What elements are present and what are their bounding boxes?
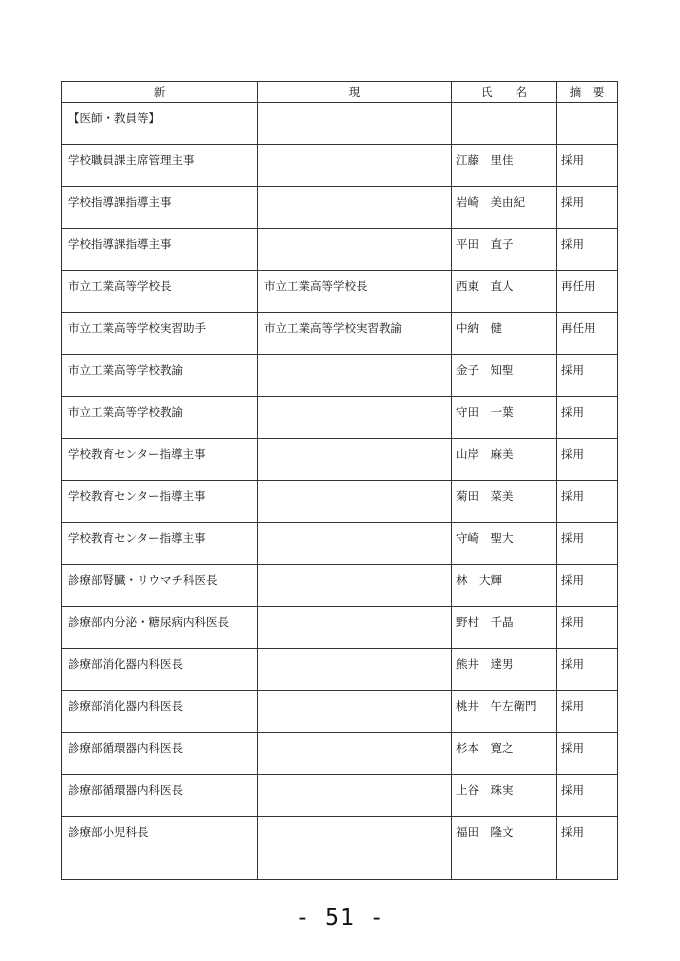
cell-new-text: 診療部消化器内科医長 <box>68 657 183 671</box>
cell-note-text: 採用 <box>561 489 584 503</box>
cell-current-text <box>258 775 451 783</box>
table-row <box>62 397 618 439</box>
cell-note <box>557 733 618 775</box>
cell-new-text: 学校指導課指導主事 <box>68 195 172 209</box>
cell-current <box>258 313 452 355</box>
cell-new-text: 市立工業高等学校教諭 <box>68 363 183 377</box>
cell-name-text: 野村 千晶 <box>456 615 514 629</box>
cell-current <box>258 271 452 313</box>
header-name: 氏 名 <box>452 82 557 103</box>
cell-current-text <box>258 817 451 825</box>
cell-new <box>62 523 258 565</box>
cell-new-text: 診療部内分泌・糖尿病内科医長 <box>68 615 229 629</box>
cell-name <box>452 271 557 313</box>
cell-current-text <box>258 481 451 489</box>
page-number: - 51 - <box>295 905 385 931</box>
cell-new <box>62 229 258 271</box>
table-row <box>62 817 618 880</box>
cell-new <box>62 775 258 817</box>
table-row <box>62 229 618 271</box>
cell-new <box>62 481 258 523</box>
cell-name-text: 熊井 達男 <box>456 657 514 671</box>
cell-new <box>62 691 258 733</box>
header-current: 現 <box>258 82 452 103</box>
cell-name-text: 平田 直子 <box>456 237 514 251</box>
cell-current-text <box>258 691 451 699</box>
table-row <box>62 103 618 145</box>
cell-name <box>452 607 557 649</box>
cell-name-text: 福田 隆文 <box>456 825 514 839</box>
cell-new <box>62 271 258 313</box>
cell-current <box>258 523 452 565</box>
cell-current <box>258 145 452 187</box>
cell-note-text: 採用 <box>561 447 584 461</box>
cell-current-text <box>258 397 451 405</box>
cell-note-text <box>557 103 617 111</box>
table-row <box>62 439 618 481</box>
table-row <box>62 775 618 817</box>
cell-name-text: 金子 知聖 <box>456 363 514 377</box>
table-row <box>62 733 618 775</box>
cell-note <box>557 607 618 649</box>
cell-note-text: 採用 <box>561 363 584 377</box>
cell-new-text: 学校教育センター指導主事 <box>68 531 206 545</box>
cell-name <box>452 523 557 565</box>
cell-name <box>452 481 557 523</box>
cell-note-text: 採用 <box>561 531 584 545</box>
cell-new <box>62 355 258 397</box>
cell-name-text: 菊田 菜美 <box>456 489 514 503</box>
cell-note-text: 採用 <box>561 783 584 797</box>
cell-note-text: 採用 <box>561 825 584 839</box>
table-row <box>62 481 618 523</box>
cell-name <box>452 817 557 880</box>
cell-name <box>452 775 557 817</box>
cell-new-text: 市立工業高等学校長 <box>68 279 172 293</box>
cell-new-text: 診療部循環器内科医長 <box>68 741 183 755</box>
cell-name <box>452 439 557 481</box>
cell-note <box>557 565 618 607</box>
cell-note <box>557 355 618 397</box>
cell-note <box>557 775 618 817</box>
cell-note-text: 採用 <box>561 153 584 167</box>
cell-name-text: 中納 健 <box>456 321 502 335</box>
cell-name <box>452 103 557 145</box>
cell-name <box>452 229 557 271</box>
cell-note <box>557 817 618 880</box>
cell-name-text: 守田 一葉 <box>456 405 514 419</box>
cell-new <box>62 607 258 649</box>
cell-name-text: 守崎 聖大 <box>456 531 514 545</box>
table-row <box>62 691 618 733</box>
cell-current-text: 市立工業高等学校実習教諭 <box>264 321 402 335</box>
cell-new <box>62 439 258 481</box>
cell-new <box>62 187 258 229</box>
cell-current-text <box>258 187 451 195</box>
cell-current <box>258 775 452 817</box>
cell-current <box>258 565 452 607</box>
cell-current <box>258 103 452 145</box>
cell-current-text <box>258 229 451 237</box>
cell-name <box>452 565 557 607</box>
cell-name-text: 岩崎 美由紀 <box>456 195 525 209</box>
cell-new-text: 学校職員課主席管理主事 <box>68 153 195 167</box>
cell-new <box>62 397 258 439</box>
cell-current-text <box>258 607 451 615</box>
cell-current-text: 市立工業高等学校長 <box>264 279 368 293</box>
cell-current-text <box>258 355 451 363</box>
cell-new <box>62 565 258 607</box>
cell-current-text <box>258 145 451 153</box>
cell-current <box>258 481 452 523</box>
table-row <box>62 271 618 313</box>
cell-new-text: 学校教育センター指導主事 <box>68 447 206 461</box>
cell-new-text: 診療部腎臓・リウマチ科医長 <box>68 573 218 587</box>
cell-new-text: 【医師・教員等】 <box>68 111 160 125</box>
cell-name <box>452 313 557 355</box>
cell-new <box>62 313 258 355</box>
cell-current-text <box>258 565 451 573</box>
cell-new-text: 診療部小児科長 <box>68 825 149 839</box>
cell-name-text: 西東 直人 <box>456 279 514 293</box>
cell-current-text <box>258 733 451 741</box>
cell-note <box>557 481 618 523</box>
cell-current <box>258 439 452 481</box>
table-row <box>62 523 618 565</box>
cell-name-text <box>452 103 556 111</box>
cell-current <box>258 691 452 733</box>
cell-name-text: 江藤 里佳 <box>456 153 514 167</box>
cell-note <box>557 397 618 439</box>
cell-name <box>452 733 557 775</box>
cell-note-text: 採用 <box>561 405 584 419</box>
cell-name <box>452 649 557 691</box>
cell-name-text: 桃井 午左衛門 <box>456 699 537 713</box>
cell-current <box>258 733 452 775</box>
cell-new-text: 市立工業高等学校教諭 <box>68 405 183 419</box>
table-row <box>62 607 618 649</box>
cell-current-text <box>258 439 451 447</box>
cell-current <box>258 607 452 649</box>
cell-name-text: 杉本 寛之 <box>456 741 514 755</box>
table-body <box>62 103 618 880</box>
cell-note <box>557 271 618 313</box>
table-header-row <box>62 82 618 103</box>
cell-name <box>452 691 557 733</box>
cell-new <box>62 103 258 145</box>
table-row <box>62 187 618 229</box>
cell-note-text: 採用 <box>561 237 584 251</box>
cell-name <box>452 187 557 229</box>
cell-current <box>258 229 452 271</box>
cell-new-text: 学校指導課指導主事 <box>68 237 172 251</box>
cell-note-text: 採用 <box>561 573 584 587</box>
cell-note <box>557 439 618 481</box>
cell-name-text: 山岸 麻美 <box>456 447 514 461</box>
cell-note <box>557 229 618 271</box>
cell-note <box>557 313 618 355</box>
cell-current <box>258 817 452 880</box>
cell-name <box>452 397 557 439</box>
cell-new-text: 診療部消化器内科医長 <box>68 699 183 713</box>
table-row <box>62 313 618 355</box>
cell-note <box>557 145 618 187</box>
cell-new-text: 市立工業高等学校実習助手 <box>68 321 206 335</box>
header-new: 新 <box>62 82 258 103</box>
cell-note <box>557 103 618 145</box>
cell-new <box>62 649 258 691</box>
personnel-table <box>61 81 618 880</box>
cell-new-text: 診療部循環器内科医長 <box>68 783 183 797</box>
cell-new <box>62 145 258 187</box>
cell-note-text: 採用 <box>561 657 584 671</box>
cell-note-text: 再任用 <box>561 321 596 335</box>
header-note: 摘 要 <box>557 82 618 103</box>
table-row <box>62 565 618 607</box>
cell-new <box>62 733 258 775</box>
cell-name <box>452 355 557 397</box>
table-row <box>62 649 618 691</box>
table-row <box>62 145 618 187</box>
cell-current <box>258 397 452 439</box>
cell-new-text: 学校教育センター指導主事 <box>68 489 206 503</box>
cell-note <box>557 523 618 565</box>
cell-name-text: 林 大輝 <box>456 573 502 587</box>
cell-note <box>557 691 618 733</box>
cell-current-text <box>258 103 451 111</box>
cell-note-text: 再任用 <box>561 279 596 293</box>
cell-note <box>557 187 618 229</box>
cell-current <box>258 355 452 397</box>
cell-name <box>452 145 557 187</box>
cell-note-text: 採用 <box>561 741 584 755</box>
cell-name-text: 上谷 珠実 <box>456 783 514 797</box>
cell-current-text <box>258 523 451 531</box>
cell-current-text <box>258 649 451 657</box>
cell-note <box>557 649 618 691</box>
cell-new <box>62 817 258 880</box>
cell-current <box>258 649 452 691</box>
cell-note-text: 採用 <box>561 615 584 629</box>
table-row <box>62 355 618 397</box>
cell-note-text: 採用 <box>561 699 584 713</box>
cell-note-text: 採用 <box>561 195 584 209</box>
cell-current <box>258 187 452 229</box>
